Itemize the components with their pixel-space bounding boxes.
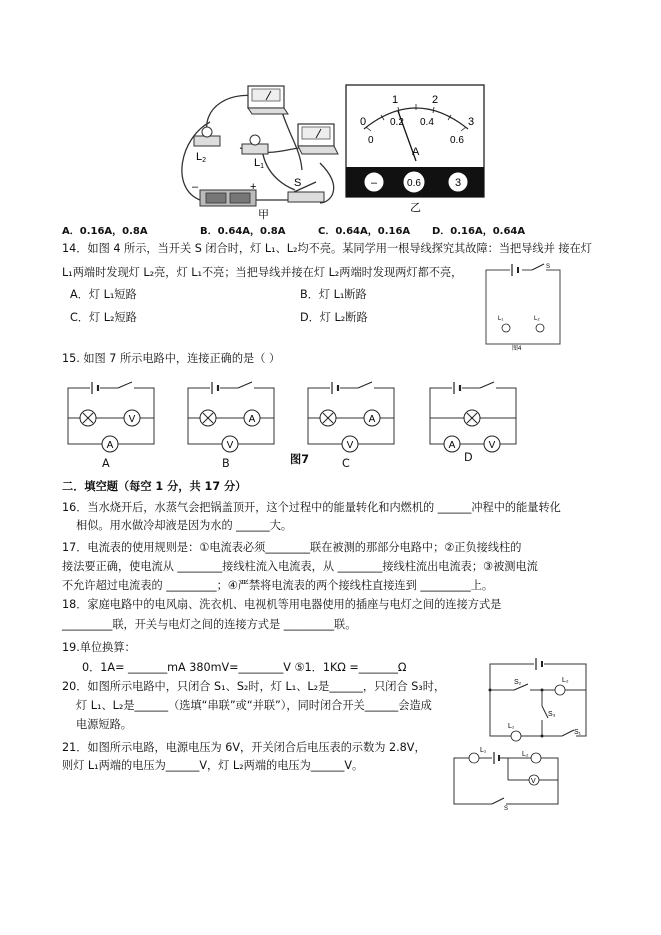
svg-text:3: 3 xyxy=(468,116,475,128)
q13-option-c: C．0.64A，0.16A xyxy=(318,226,411,237)
q13-option-d: D．0.16A，0.64A xyxy=(432,226,526,237)
q13-ammeter-figure xyxy=(346,85,486,214)
q15-stem: 15. 如图 7 所示电路中，连接正确的是（ ） xyxy=(62,352,281,365)
svg-text:V: V xyxy=(226,440,234,451)
svg-text:0: 0 xyxy=(360,116,367,128)
svg-text:A: A xyxy=(248,414,256,425)
q14-option-a: A．灯 L₁短路 xyxy=(70,288,137,301)
svg-text:S₃: S₃ xyxy=(548,711,556,718)
q16-line1: 16．当水烧开后，水蒸气会把锅盖顶开，这个过程中的能量转化和内燃机的 ______冲程中的能量转化 xyxy=(62,501,561,514)
svg-text:V: V xyxy=(531,778,536,785)
q14-option-b: B．灯 L₁断路 xyxy=(300,288,367,301)
svg-text:L₁: L₁ xyxy=(498,316,504,322)
q20-line1: 20．如图所示电路中，只闭合 S₁、S₂时，灯 L₁、L₂是______，只闭合 S₃时， xyxy=(62,680,446,693)
svg-text:A: A xyxy=(106,440,114,451)
q13-option-b: B．0.64A，0.8A xyxy=(200,226,286,237)
svg-text:S: S xyxy=(504,806,509,812)
q14-circuit-figure xyxy=(484,262,564,352)
svg-text:L₁: L₁ xyxy=(480,747,487,754)
svg-text:V: V xyxy=(128,414,136,425)
q13-fig-yi-label: 乙 xyxy=(410,201,421,214)
q20-line2: 灯 L₁、L₂是______（选填“串联”或“并联”），同时闭合开关______会造成 xyxy=(76,699,432,712)
svg-text:S₁: S₁ xyxy=(574,729,582,736)
svg-text:0.4: 0.4 xyxy=(420,117,434,128)
q21-line2: 则灯 L₁两端的电压为______V，灯 L₂两端的电压为______V。 xyxy=(62,759,364,772)
svg-text:A: A xyxy=(368,414,376,425)
q20-circuit-figure xyxy=(484,658,594,740)
svg-text:0.2: 0.2 xyxy=(390,117,404,128)
svg-text:–: – xyxy=(370,177,378,189)
q19-line2: 0．1A= _______mA 380mV=________V ⑤1．1KΩ =_______Ω xyxy=(82,661,407,674)
q13-l2-label: L2 xyxy=(196,151,207,164)
q15-label-d: D xyxy=(464,451,473,464)
svg-text:3: 3 xyxy=(454,177,462,189)
q13-option-a: A．0.16A，0.8A xyxy=(62,226,148,237)
svg-text:S₂: S₂ xyxy=(514,679,522,686)
svg-text:0.6: 0.6 xyxy=(407,178,421,189)
q17-line2: 接法要正确，使电流从 ________接线柱流入电流表，从 ________接线柱流出电流表；③被测电流 xyxy=(62,560,538,573)
q14-option-c: C．灯 L₂短路 xyxy=(70,311,137,324)
q15-label-b: B xyxy=(222,457,230,470)
svg-text:L₂: L₂ xyxy=(522,751,529,758)
q14-stem-line1: 14．如图 4 所示，当开关 S 闭合时，灯 L₁、L₂均不亮。某同学用一根导线探究其故障：当把导线并 接在灯 xyxy=(62,242,592,255)
q14-stem-line2: L₁两端时发现灯 L₂亮，灯 L₁不亮；当把导线并接在灯 L₂两端时发现两灯都不亮， xyxy=(62,266,463,279)
svg-text:S: S xyxy=(546,264,551,270)
q21-circuit-figure xyxy=(452,744,562,810)
svg-text:1: 1 xyxy=(392,94,399,106)
q15-caption: 图7 xyxy=(290,453,309,466)
svg-text:A: A xyxy=(412,146,420,158)
svg-text:+: + xyxy=(250,181,257,193)
svg-text:V: V xyxy=(346,440,354,451)
q14-fig-caption: 图4 xyxy=(512,346,522,352)
q16-line2: 相似。用水做冷却液是因为水的 ______大。 xyxy=(76,519,293,532)
section-2-title: 二．填空题（每空 1 分，共 17 分） xyxy=(62,480,247,493)
q14-option-d: D．灯 L₂断路 xyxy=(300,311,368,324)
q17-line3: 不允许超过电流表的 _________；④严禁将电流表的两个接线柱直接连到 _________上。 xyxy=(62,579,494,592)
q13-figure-jia xyxy=(170,78,350,221)
svg-text:L₁: L₁ xyxy=(508,723,515,730)
svg-text:A: A xyxy=(448,440,456,451)
svg-text:–: – xyxy=(192,181,199,193)
q19-line1: 19.单位换算： xyxy=(62,641,136,654)
q18-line1: 18．家庭电路中的电风扇、洗衣机、电视机等用电器使用的插座与电灯之间的连接方式是 xyxy=(62,598,502,611)
q13-fig-jia-label: 甲 xyxy=(258,208,269,221)
svg-text:V: V xyxy=(488,440,496,451)
q20-line3: 电源短路。 xyxy=(76,718,132,731)
svg-text:0.6: 0.6 xyxy=(450,135,464,146)
q15-label-a: A xyxy=(102,457,110,470)
q13-l1-label: L1 xyxy=(254,157,265,170)
svg-text:2: 2 xyxy=(432,94,439,106)
svg-text:L₂: L₂ xyxy=(534,316,540,322)
q13-s-label: S xyxy=(294,177,302,189)
svg-text:0: 0 xyxy=(368,135,374,146)
q17-line1: 17．电流表的使用规则是：①电流表必须________联在被测的那部分电路中；②正负接线柱的 xyxy=(62,541,522,554)
q21-line1: 21．如图所示电路，电源电压为 6V，开关闭合后电压表的示数为 2.8V， xyxy=(62,741,426,754)
q15-label-c: C xyxy=(342,457,350,470)
svg-text:L₂: L₂ xyxy=(562,677,569,684)
q18-line2: _________联，开关与电灯之间的连接方式是 _________联。 xyxy=(62,618,357,631)
